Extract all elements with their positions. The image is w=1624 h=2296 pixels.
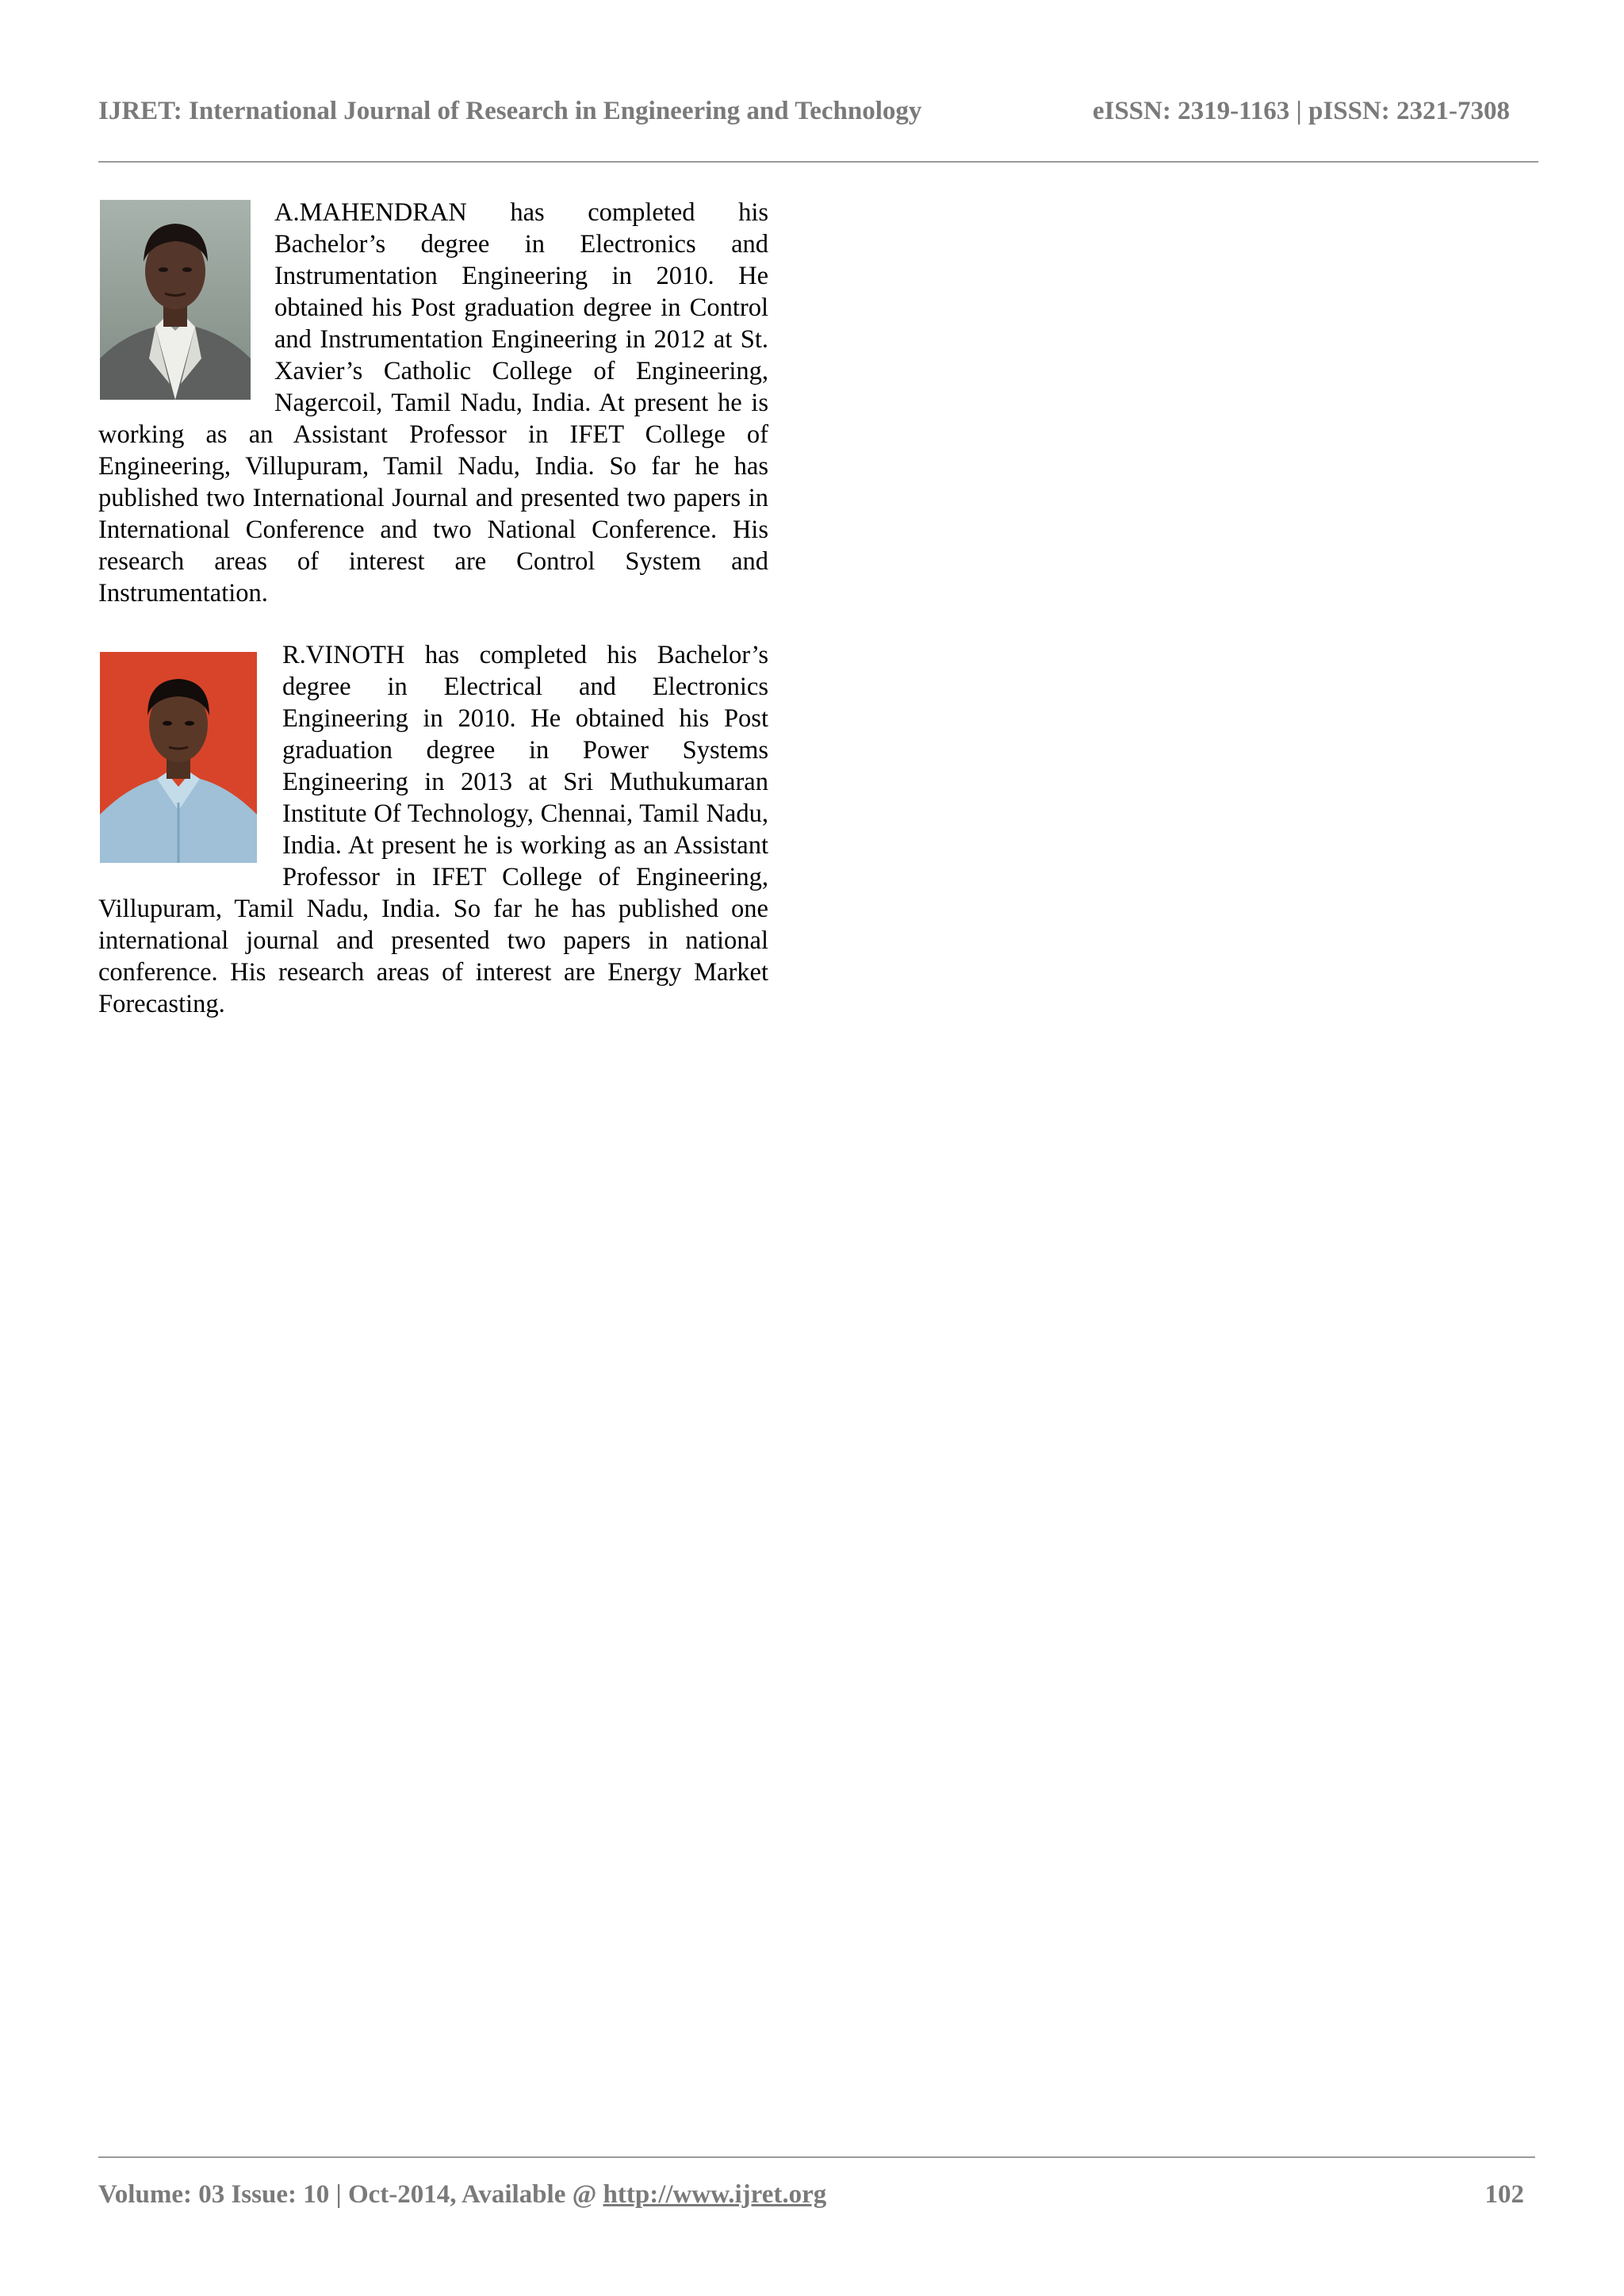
- author-photo-vinoth: [100, 652, 257, 863]
- issn-numbers: eISSN: 2319-1163 | pISSN: 2321-7308: [1092, 97, 1510, 125]
- author-bio-vinoth: [98, 639, 768, 1020]
- volume-issue-text: Volume: 03 Issue: 10 | Oct-2014, Available @: [98, 2180, 603, 2209]
- running-header: [98, 97, 1510, 138]
- bio-text-vinoth: R.VINOTH has completed his Bachelor’s degree in Electrical and Electronics Engineering in 2010. He obtained his Post graduation degree in Power Systems Engineering in 2013 at Sri Muthukumaran Institute Of Technology, Chennai, Tamil Nadu, India. At present he is working as an Assistant Professor in IFET College of Engineering, Villupuram, Tamil Nadu, India. So far he has published one international journal and presented two papers in national conference. His research areas of interest are Energy Market Forecasting.: [98, 641, 768, 1018]
- footer-rule: [98, 2156, 1535, 2158]
- journal-url-link[interactable]: http://www.ijret.org: [603, 2180, 827, 2209]
- header-rule: [98, 161, 1538, 163]
- running-footer: [98, 2180, 1524, 2217]
- page-number: 102: [1484, 2180, 1524, 2209]
- bio-text-mahendran: A.MAHENDRAN has completed his Bachelor’s degree in Electronics and Instrumentation Engineering in 2010. He obtained his Post graduation degree in Control and Instrumentation Engineering in 2012 at St. Xavier’s Catholic College of Engineering, Nagercoil, Tamil Nadu, India. At present he is working as an Assistant Professor in IFET College of Engineering, Villupuram, Tamil Nadu, India. So far he has published two International Journal and presented two papers in International Conference and two National Conference. His research areas of interest are Control System and Instrumentation.: [98, 198, 768, 608]
- author-biographies: [98, 197, 768, 1020]
- journal-title: IJRET: International Journal of Research in Engineering and Technology: [98, 97, 922, 125]
- author-photo-mahendran: [100, 200, 251, 400]
- footer-citation: [98, 2180, 826, 2210]
- author-bio-mahendran: [98, 197, 768, 609]
